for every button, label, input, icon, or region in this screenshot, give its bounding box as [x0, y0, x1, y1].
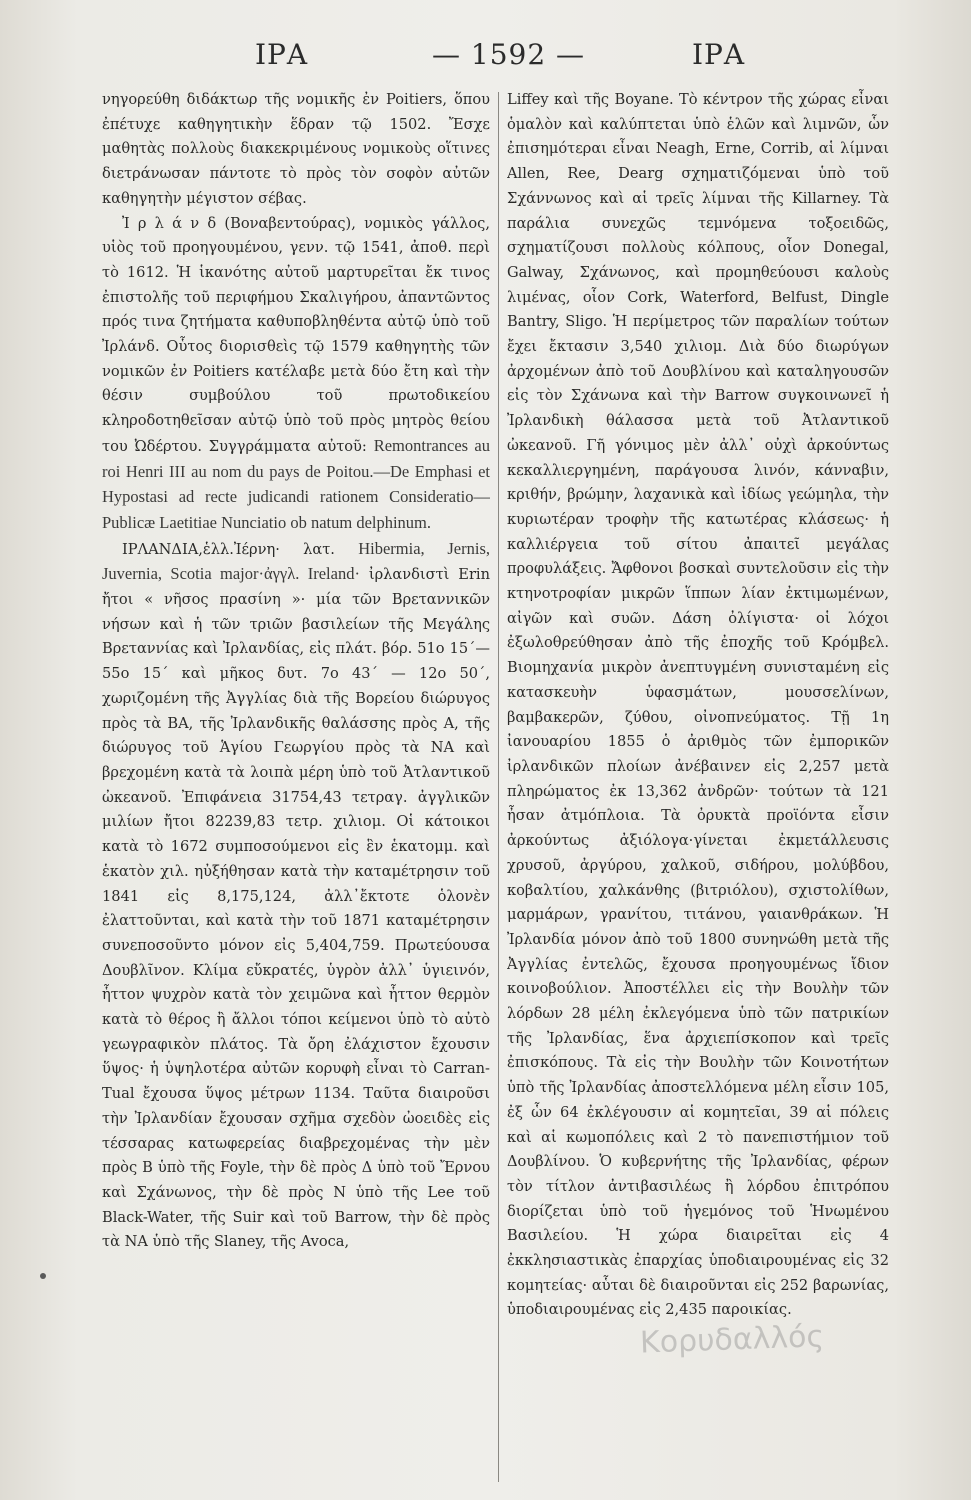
entry-irlandia [102, 537, 490, 1255]
header-right-title: ΙΡΑ [692, 38, 746, 71]
margin-dot [40, 1273, 46, 1279]
page-header [60, 38, 911, 78]
right-paragraph-1: Liffey καὶ τῆς Boyane. Τὸ κέντρον τῆς χώρας εἶναι ὁμαλὸν καὶ καλύπτεται ὑπὸ ἑλῶν καὶ λιμνῶν, ὧν ἐπισημότεραι εἶναι Neagh, Erne, Corrib, αἱ λίμναι Allen, Ree, Dearg σχηματιζόμεναι ὑπὸ τοῦ Σχάννωνος καὶ αἱ τρεῖς λίμναι τῆς Killarney. Τὰ παράλια συνεχῶς τεμνόμενα τοξοειδῶς, σχηματίζουσι πολλοὺς κόλπους, οἷον Donegal, Galway, Σχάνωνος, καὶ προμηθεύουσι καλοὺς λιμένας, οἷον Cork, Waterford, Belfust, Dingle Bantry, Sligo. Ἡ περίμετρος τῶν παραλίων τούτων ἔχει ἔκτασιν 3,540 χιλιομ. Διὰ δύο διωρύγων ἀρχομένων ἀπὸ τοῦ Δουβλίνου καὶ καταληγουσῶν εἰς τὸν Σχάνωνα καὶ τὴν Barrow συγκοινωνεῖ ἡ Ἰρλανδικὴ θάλασσα μετὰ τοῦ Ἀτλαντικοῦ ὠκεανοῦ. Γῆ γόνιμος μὲν ἀλλ᾽ οὐχὶ ἀρκούντως κεκαλλιεργημένη, παράγουσα λινόν, κάνναβιν, κριθήν, βρώμην, λαχανικὰ καὶ ἰδίως γεώμηλα, τὴν κυριωτέραν τροφὴν τῆς κατωτέρας κλάσεως· ἡ καλλιέργεια τοῦ σίτου ἀπαιτεῖ μεγάλας προφυλάξεις. Ἄφθονοι βοσκαὶ συντελοῦσιν εἰς τὴν κτηνοτροφίαν μικρῶν ἵππων λίαν ἐκτιμωμένων, αἰγῶν καὶ συῶν. Δάση ὀλίγιστα· οἱ λόχοι ἐξωλοθρεύθησαν ἀπὸ τῆς ἐποχῆς τοῦ Κρόμβελ. Βιομηχανία μικρὸν ἀνεπτυγμένη συνισταμένη εἰς κατασκευὴν ὑφασμάτων, μουσσελίνων, βαμβακερῶν, ζύθου, οἰνοπνεύματος. Τῇ 1η ἰανουαρίου 1855 ὁ ἀριθμὸς τῶν ἐμπορικῶν ἰρλανδικῶν πλοίων ἀνέβαινεν εἰς 2,257 μετὰ πληρώματος ἐκ 13,362 ἀνδρῶν· τούτων τὰ 121 ἦσαν ἀτμόπλοια. Τὰ ὀρυκτὰ προϊόντα εἶσιν ἀρκούντως ἀξιόλογα·γίνεται ἐκμετάλλευσις χρυσοῦ, ἀργύρου, χαλκοῦ, σιδήρου, μολύβδου, κοβαλτίου, χαλκάνθης (βιτριόλου), σχιστολίθων, μαρμάρων, γρανίτου, τιτάνου, γαιανθράκων. Ἡ Ἰρλανδία μόνον ἀπὸ τοῦ 1800 συνηνώθη μετὰ τῆς Ἀγγλίας ἐντελῶς, ἔχουσα προηγουμένως ἴδιον κοινοβούλιον. Ἀποστέλλει εἰς τὴν Βουλὴν τῶν λόρδων 28 μέλη ἐκλεγόμενα ὑπὸ τῶν πατρικίων τῆς Ἰρλανδίας, ἕνα ἀρχιεπίσκοπον καὶ τρεῖς ἐπισκόπους. Τὰ εἰς τὴν Βουλὴν τῶν Κοινοτήτων ὑπὸ τῆς Ἰρλανδίας ἀποστελλόμενα μέλη εἶσιν 105, ἐξ ὧν 64 ἐκλέγουσιν αἱ κομητεῖαι, 39 αἱ πόλεις καὶ αἱ κωμοπόλεις καὶ 2 τὸ πανεπιστήμιον τοῦ Δουβλίνου. Ὁ κυβερνήτης τῆς Ἰρλανδίας, φέρων τὸν τίτλον ἀντιβασιλέως ἢ λόρδου ἐπιτρόπου διορίζεται ὑπὸ τοῦ ἡγεμόνος τοῦ Ἡνωμένου Βασιλείου. Ἡ χώρα διαιρεῖται εἰς 4 ἐκκλησιαστικὰς ἐπαρχίας ὑποδιαιρουμένας εἰς 32 κομητείας· αὗται δὲ διαιροῦνται εἰς 252 βαρωνίας, ὑποδιαιρουμένας εἰς 2,435 παροικίας. [507, 91, 889, 1319]
entry-irlandia-head: ΙΡΛΑΝΔΙΑ,ἑλλ.Ἰέρνη· λατ. [122, 540, 335, 558]
header-left-title: ΙΡΑ [255, 38, 309, 71]
page-number: — 1592 — [432, 38, 586, 71]
left-column [102, 88, 490, 1488]
entry-irlandia-text: ἰρλανδιστὶ Erin ἤτοι « νῆσος πρασίνη »· μία τῶν Βρεταννικῶν νήσων καὶ ἡ τῶν τριῶν βασιλείων τῆς Μεγάλης Βρεταννίας καὶ Ἰρλανδίας, εἰς πλάτ. βόρ. 51ο 15΄—55ο 15΄ καὶ μῆκος δυτ. 7ο 43΄ — 12ο 50΄, χωριζομένη τῆς Ἀγγλίας διὰ τῆς Βορείου διώρυγος πρὸς τὰ ΒΑ, τῆς Ἰρλανδικῆς θαλάσσης πρὸς Α, τῆς διώρυγος τοῦ Ἁγίου Γεωργίου πρὸς τὰ ΝΑ καὶ βρεχομένη κατὰ τὰ λοιπὰ μέρη ὑπὸ τοῦ Ἀτλαντικοῦ ὠκεανοῦ. Ἐπιφάνεια 31754,43 τετραγ. ἀγγλικῶν μιλίων ἤτοι 82239,83 τετρ. χιλιομ. Οἱ κάτοικοι κατὰ τὸ 1672 συμποσούμενοι εἰς ἓν ἑκατομμ. καὶ ἑκατὸν χιλ. ηὐξήθησαν κατὰ τὴν καταμέτρησιν τοῦ 1841 εἰς 8,175,124, ἀλλ᾽ἔκτοτε ὁλονὲν ἐλαττοῦνται, καὶ κατὰ τὴν τοῦ 1871 καταμέτρησιν συνεποσοῦντο μόνον εἰς 5,404,759. Πρωτεύουσα Δουβλῖνον. Κλίμα εὔκρατές, ὑγρὸν ἀλλ᾽ ὑγιεινόν, ἧττον ψυχρὸν κατὰ τὸν χειμῶνα καὶ ἧττον θερμὸν κατὰ τὸ θέρος ἢ ἄλλοι τόποι κείμενοι ὑπὸ τὸ αὐτὸ γεωγραφικὸν πλάτος. Τὰ ὄρη ἐλάχιστον ἔχουσιν ὕψος· ἡ ὑψηλοτέρα αὐτῶν κορυφὴ εἶναι τὸ Carran-Tual ἔχουσα ὕψος μέτρων 1134. Ταῦτα διαιροῦσι τὴν Ἰρλανδίαν ἔχουσαν σχῆμα σχεδὸν ὠοειδὲς εἰς τέσσαρας κατωφερείας διαβρεχομένας τὴν μὲν πρὸς Β ὑπὸ τῆς Foyle, τὴν δὲ πρὸς Δ ὑπὸ τοῦ Ἔρνου καὶ Σχάνωνος, τὴν δὲ πρὸς Ν ὑπὸ τῆς Lee τοῦ Black-Water, τῆς Suir καὶ τοῦ Barrow, τὴν δὲ πρὸς τὰ ΝΑ ὑπὸ τῆς Slaney, τῆς Avoca, [102, 566, 490, 1251]
latin-works-list: Remontrances au roi Henri III au nom du pays de Poitou.—De Emphasi et Hypostasi ad recte judicandi rationem Consideratio—Publicæ Laetitiae Nunciatio ob natum delphinum. [102, 435, 490, 532]
right-column [507, 88, 889, 1488]
entry-irlandia-latin: Hibermia, Jernis, Juvernia, Scotia major·ἀγγλ. Ireland· [102, 538, 490, 584]
left-paragraph-2-text: Ἰ ρ λ ά ν δ (Βοναβεντούρας), νομικὸς γάλλος, υἱὸς τοῦ προηγουμένου, γενν. τῷ 1541, ἀποθ. περὶ τὸ 1612. Ἡ ἱκανότης αὐτοῦ μαρτυρεῖται ἔκ τινος ἐπιστολῆς τοῦ περιφήμου Σκαλιγήρου, ἀπαντῶντος πρός τινα ζητήματα καθυποβληθέντα αὐτῷ ὑπὸ τοῦ Ἰρλάνδ. Οὗτος διορισθεὶς τῷ 1579 καθηγητὴς τῶν νομικῶν ἐν Poitiers κατέλαβε μετὰ δύο ἔτη καὶ τὴν θέσιν συμβούλου τοῦ πρωτοδικείου κληροδοτηθεῖσαν αὐτῷ ὑπὸ τοῦ πρὸς μητρὸς θείου του Ὠδέρτου. Συγγράμματα αὐτοῦ: [102, 214, 490, 455]
library-watermark: Κορυδαλλός [639, 1319, 825, 1361]
left-paragraph-1: νηγορεύθη διδάκτωρ τῆς νομικῆς ἐν Poitiers, ὅπου ἐπέτυχε καθηγητικὴν ἕδραν τῷ 1502. Ἔσχε μαθητὰς πολλοὺς διακεκριμένους νομικοὺς οἵτινες διετράνωσαν πάντοτε τὸ πρὸς τὸν σοφὸν αὐτῶν καθηγητὴν μέγιστον σέβας. [102, 91, 490, 207]
left-paragraph-2 [102, 212, 490, 537]
column-divider [498, 92, 499, 1482]
